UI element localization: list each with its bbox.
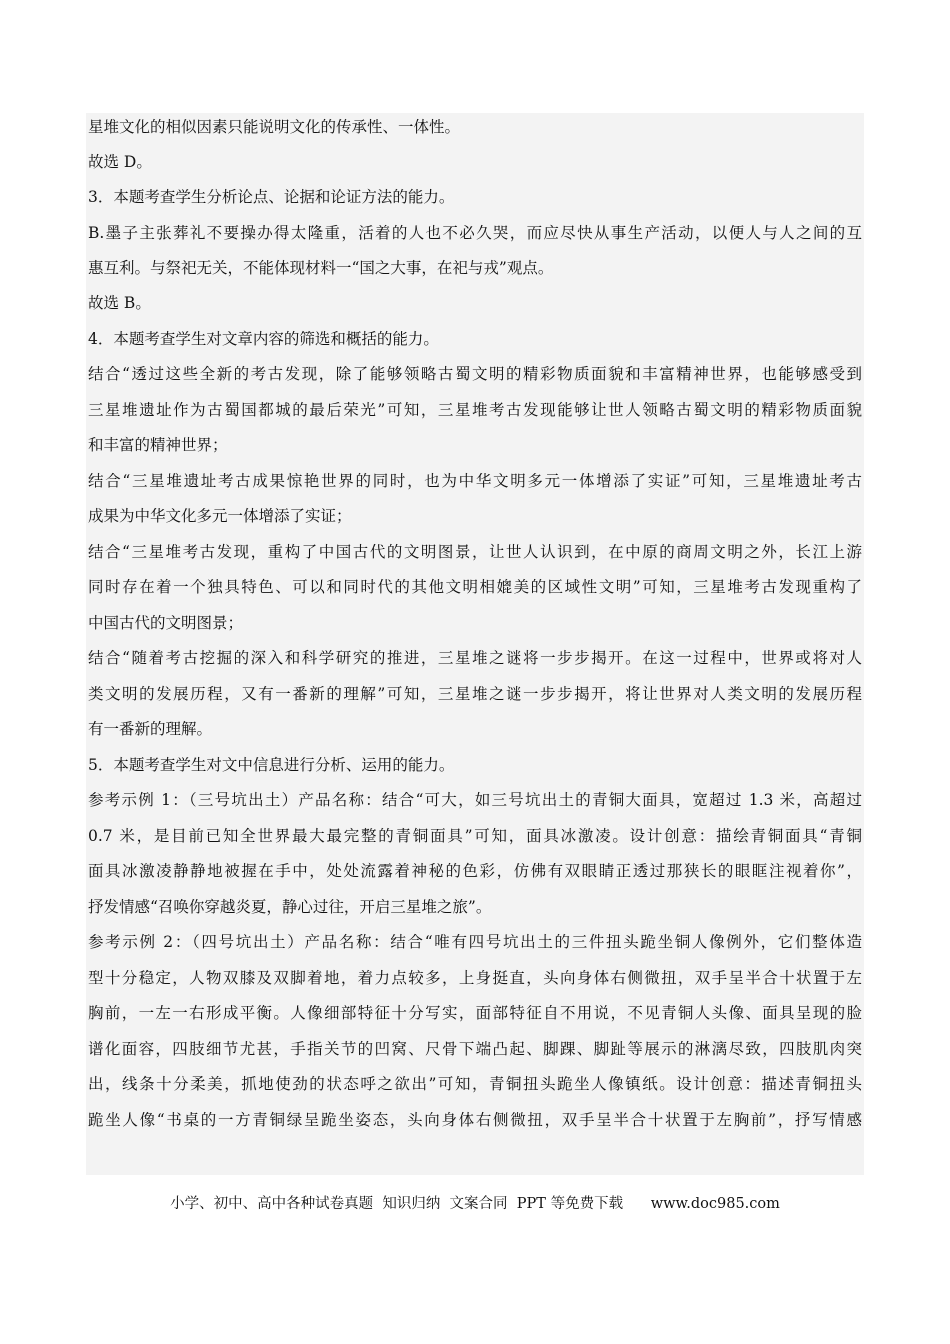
text-line: 同时存在着一个独具特色、可以和同时代的其他文明相媲美的区域性文明”可知，三星堆考古发现重构了 [88,578,862,596]
text-line: 4．本题考查学生对文章内容的筛选和概括的能力。 [88,330,439,348]
text-line: 故选 B。 [88,294,151,312]
text-line: 惠互利。与祭祀无关，不能体现材料一“国之大事，在祀与戎”观点。 [88,259,554,277]
footer-url[interactable]: www.doc985.com [650,1196,780,1212]
answer-text-block [86,113,864,1175]
text-line: 抒发情感“召唤你穿越炎夏，静心过往，开启三星堆之旅”。 [88,898,492,916]
text-line: 0.7 米，是目前已知全世界最大最完整的青铜面具”可知，面具冰激凌。设计创意：描绘青铜面具“青铜 [88,827,862,845]
text-line: 故选 D。 [88,153,152,171]
footer-text: 小学、初中、高中各种试卷真题 知识归纳 文案合同 PPT 等免费下载 [170,1196,624,1212]
text-line: 成果为中华文化多元一体增添了实证； [88,507,352,525]
text-line: 参考示例 1：（三号坑出土）产品名称：结合“可大，如三号坑出土的青铜大面具，宽超过 1.3 米，高超过 [88,791,862,809]
text-line: 和丰富的精神世界； [88,436,228,454]
text-line: 3．本题考查学生分析论点、论据和论证方法的能力。 [88,188,455,206]
page-footer [0,1192,950,1213]
text-line: 跪坐人像“书桌的一方青铜绿呈跪坐姿态，头向身体右侧微扭，双手呈半合十状置于左胸前”，抒写情感 [88,1111,862,1129]
text-line: 出，线条十分柔美，抓地使劲的状态呼之欲出”可知，青铜扭头跪坐人像镇纸。设计创意：描述青铜扭头 [88,1075,862,1093]
text-line: 有一番新的理解。 [88,720,213,738]
text-line: 结合“随着考古挖掘的深入和科学研究的推进，三星堆之谜将一步步揭开。在这一过程中，世界或将对人 [88,649,862,667]
text-line: 胸前，一左一右形成平衡。人像细部特征十分写实，面部特征自不用说，不见青铜人头像、面具呈现的脸 [88,1004,862,1022]
text-line: 中国古代的文明图景； [88,614,244,632]
text-line: 参考示例 2：（四号坑出土）产品名称：结合“唯有四号坑出土的三件扭头跪坐铜人像例外，它们整体造 [88,933,862,951]
text-line: 5．本题考查学生对文中信息进行分析、运用的能力。 [88,756,455,774]
text-line: 型十分稳定，人物双膝及双脚着地，着力点较多，上身挺直，头向身体右侧微扭，双手呈半合十状置于左 [88,969,862,987]
text-line: 三星堆遗址作为古蜀国都城的最后荣光”可知，三星堆考古发现能够让世人领略古蜀文明的精彩物质面貌 [88,401,862,419]
text-line: 结合“三星堆遗址考古成果惊艳世界的同时，也为中华文明多元一体增添了实证”可知，三星堆遗址考古 [88,472,862,490]
text-line: 类文明的发展历程，又有一番新的理解”可知，三星堆之谜一步步揭开，将让世界对人类文明的发展历程 [88,685,862,703]
text-line: 结合“透过这些全新的考古发现，除了能够领略古蜀文明的精彩物质面貌和丰富精神世界，也能够感受到 [88,365,862,383]
text-line: 面具冰激凌静静地被握在手中，处处流露着神秘的色彩，仿佛有双眼睛正透过那狭长的眼眶注视着你”， [88,862,862,880]
text-line: 结合“三星堆考古发现，重构了中国古代的文明图景，让世人认识到，在中原的商周文明之外，长江上游 [88,543,862,561]
text-line: 谱化面容，四肢细节尤甚，手指关节的凹窝、尺骨下端凸起、脚踝、脚趾等展示的淋漓尽致，四肢肌肉突 [88,1040,862,1058]
text-line: B.墨子主张葬礼不要操办得太隆重，活着的人也不必久哭，而应尽快从事生产活动，以便人与人之间的互 [88,224,862,242]
text-line: 星堆文化的相似因素只能说明文化的传承性、一体性。 [88,118,461,136]
